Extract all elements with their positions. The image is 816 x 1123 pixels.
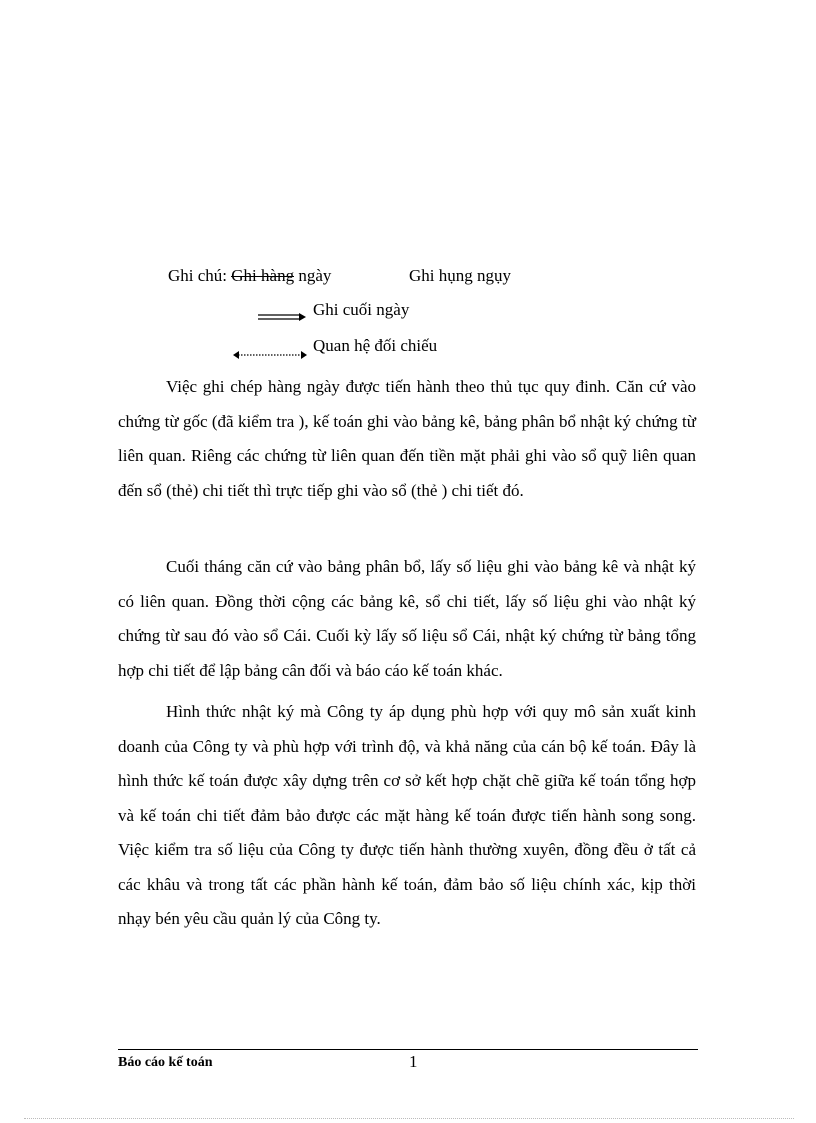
body-paragraph: [118, 370, 696, 508]
paragraph-text: Cuối tháng căn cứ vào bảng phân bổ, lấy số liệu ghi vào bảng kê và nhật ký có liên quan. Đồng thời cộng các bảng kê, sổ chi tiết, lấy số liệu ghi vào nhật ký chứng từ sau đó vào sổ Cái. Cuối kỳ lấy số liệu sổ Cái, nhật ký chứng từ bảng tổng hợp chi tiết để lập bảng cân đối và báo cáo kế toán khác.: [118, 557, 696, 680]
legend-cross-check: Quan hệ đối chiếu: [313, 336, 438, 355]
body-paragraph: [118, 695, 696, 937]
body-paragraph: [118, 550, 696, 688]
paragraph-text: Việc ghi chép hàng ngày được tiến hành theo thủ tục quy đinh. Căn cứ vào chứng từ gốc (đã kiểm tra ), kế toán ghi vào bảng kê, bảng phân bổ nhật ký chứng từ liên quan. Riêng các chứng từ liên quan đến tiền mặt phải ghi vào sổ quỹ liên quan đến sổ (thẻ) chi tiết thì trực tiếp ghi vào sổ (thẻ ) chi tiết đó.: [118, 377, 696, 500]
legend-daily-entry-right: Ghi hụng ngụy: [409, 266, 511, 285]
legend-daily-entry: [168, 266, 331, 286]
double-arrow-icon: [258, 312, 306, 322]
footer-label: Báo cáo kế toán: [118, 1055, 213, 1070]
dotted-double-arrow-icon: [233, 350, 307, 360]
legend-suffix: ngày: [294, 266, 332, 285]
page-edge: [24, 1118, 794, 1119]
paragraph-text: Hình thức nhật ký mà Công ty áp dụng phù hợp với quy mô sản xuất kinh doanh của Công ty và phù hợp với trình độ, và khả năng của cán bộ kế toán. Đây là hình thức kế toán được xây dựng trên cơ sở kết hợp chặt chẽ giữa kế toán tổng hợp và kế toán chi tiết đảm bảo được các mặt hàng kế toán được tiến hành song song. Việc kiểm tra số liệu của Công ty được tiến hành thường xuyên, đồng đều ở tất cả các khâu và trong tất các phần hành kế toán, đảm bảo số liệu chính xác, kịp thời nhạy bén yêu cầu quản lý của Công ty.: [118, 702, 696, 928]
legend-prefix: Ghi chú:: [168, 266, 232, 285]
page-number: 1: [409, 1052, 418, 1071]
legend-struck-text: Ghi hàng: [231, 266, 295, 285]
footer-divider: [118, 1049, 698, 1050]
legend-end-of-day: Ghi cuối ngày: [313, 300, 410, 319]
